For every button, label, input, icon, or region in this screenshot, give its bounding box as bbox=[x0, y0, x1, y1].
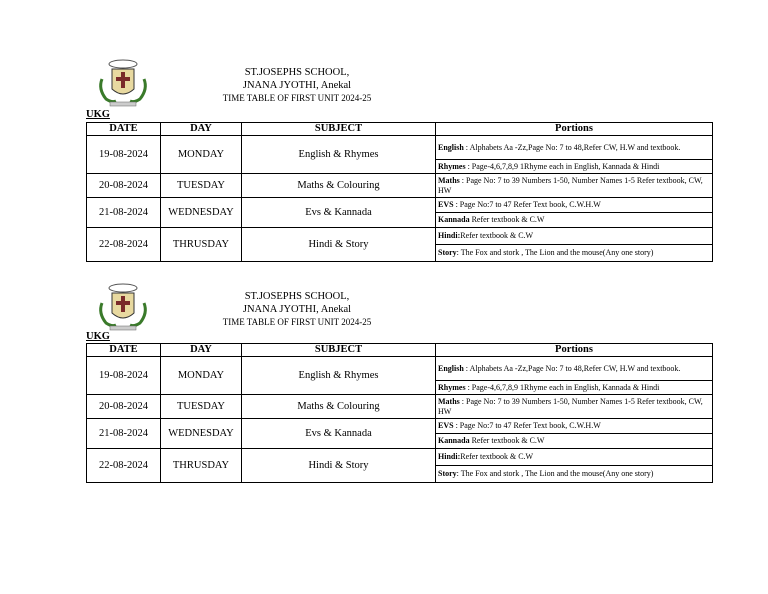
table-header-row bbox=[87, 344, 713, 357]
portion-cell bbox=[436, 434, 713, 449]
school-header bbox=[86, 290, 508, 329]
date-cell: 20-08-2024 bbox=[87, 174, 161, 198]
portion-text: : The Fox and stork , The Lion and the mouse(Any one story) bbox=[456, 469, 654, 479]
day-cell: WEDNESDAY bbox=[161, 198, 242, 228]
table-row bbox=[87, 357, 713, 381]
portion-text: Refer textbook & C.W bbox=[469, 436, 545, 446]
header-portions: Portions bbox=[436, 123, 713, 136]
portion-label: Hindi: bbox=[438, 231, 461, 241]
header-date: DATE bbox=[87, 123, 161, 136]
portion-label: Maths bbox=[438, 176, 460, 185]
table-row bbox=[87, 174, 713, 198]
portion-cell bbox=[436, 245, 713, 262]
portion-cell bbox=[436, 419, 713, 434]
portion-text: : The Fox and stork , The Lion and the mouse(Any one story) bbox=[456, 248, 654, 258]
portion-label: Rhymes bbox=[438, 382, 466, 392]
day-cell: TUESDAY bbox=[161, 395, 242, 419]
portion-cell bbox=[436, 381, 713, 395]
portion-label: Story bbox=[438, 248, 457, 258]
portion-text: Refer textbook & C.W bbox=[460, 231, 534, 241]
portion-text: : Page No: 7 to 39 Numbers 1-50, Number Names 1-5 Refer textbook, CW, HW bbox=[438, 176, 703, 195]
table-row bbox=[87, 136, 713, 160]
school-header bbox=[86, 66, 508, 105]
portion-text: : Page-4,6,7,8,9 1Rhyme each in English, Kannada & Hindi bbox=[465, 382, 660, 392]
portion-cell bbox=[436, 160, 713, 174]
table-row bbox=[87, 198, 713, 213]
table-header-row bbox=[87, 123, 713, 136]
portion-text: : Page No:7 to 47 Refer Text book, C.W.H.W bbox=[453, 421, 601, 431]
date-cell: 22-08-2024 bbox=[87, 228, 161, 262]
header-subject: SUBJECT bbox=[242, 123, 436, 136]
class-label: UKG bbox=[86, 109, 110, 120]
portion-text: : Page No: 7 to 39 Numbers 1-50, Number Names 1-5 Refer textbook, CW, HW bbox=[438, 397, 703, 416]
date-cell: 21-08-2024 bbox=[87, 198, 161, 228]
subject-cell: Evs & Kannada bbox=[242, 198, 436, 228]
day-cell: WEDNESDAY bbox=[161, 419, 242, 449]
subject-cell: Maths & Colouring bbox=[242, 174, 436, 198]
portion-label: English bbox=[438, 363, 464, 373]
header-day: DAY bbox=[161, 123, 242, 136]
subject-cell: Maths & Colouring bbox=[242, 395, 436, 419]
header-subject: SUBJECT bbox=[242, 344, 436, 357]
school-location: JNANA JYOTHI, Anekal bbox=[242, 304, 352, 315]
date-cell: 22-08-2024 bbox=[87, 449, 161, 483]
table-row bbox=[87, 419, 713, 434]
portion-label: Rhymes bbox=[438, 161, 466, 171]
portion-cell bbox=[436, 136, 713, 160]
school-location: JNANA JYOTHI, Anekal bbox=[242, 80, 352, 91]
table-row bbox=[87, 449, 713, 466]
table-row bbox=[87, 395, 713, 419]
portion-cell bbox=[436, 174, 713, 198]
portion-text: Refer textbook & C.W bbox=[460, 452, 534, 462]
portion-label: English bbox=[438, 142, 464, 152]
header-day: DAY bbox=[161, 344, 242, 357]
portion-cell bbox=[436, 357, 713, 381]
date-cell: 19-08-2024 bbox=[87, 136, 161, 174]
header-date: DATE bbox=[87, 344, 161, 357]
table-row bbox=[87, 228, 713, 245]
subject-cell: English & Rhymes bbox=[242, 357, 436, 395]
portion-label: Kannada bbox=[438, 436, 470, 446]
date-cell: 21-08-2024 bbox=[87, 419, 161, 449]
date-cell: 20-08-2024 bbox=[87, 395, 161, 419]
timetable-title: TIME TABLE OF FIRST UNIT 2024-25 bbox=[222, 93, 372, 103]
portion-text: : Alphabets Aa -Zz,Page No: 7 to 48,Refer CW, H.W and textbook. bbox=[463, 363, 681, 373]
subject-cell: Hindi & Story bbox=[242, 449, 436, 483]
header-portions: Portions bbox=[436, 344, 713, 357]
portion-label: EVS bbox=[438, 200, 454, 210]
subject-cell: Hindi & Story bbox=[242, 228, 436, 262]
school-name: ST.JOSEPHS SCHOOL, bbox=[244, 291, 350, 302]
portion-label: EVS bbox=[438, 421, 454, 431]
subject-cell: Evs & Kannada bbox=[242, 419, 436, 449]
day-cell: TUESDAY bbox=[161, 174, 242, 198]
timetable-table bbox=[86, 343, 713, 483]
day-cell: MONDAY bbox=[161, 136, 242, 174]
subject-cell: English & Rhymes bbox=[242, 136, 436, 174]
portion-cell bbox=[436, 395, 713, 419]
school-name: ST.JOSEPHS SCHOOL, bbox=[244, 67, 350, 78]
timetable-title: TIME TABLE OF FIRST UNIT 2024-25 bbox=[222, 317, 372, 327]
portion-text: Refer textbook & C.W bbox=[469, 215, 545, 225]
class-label: UKG bbox=[86, 331, 110, 342]
portion-label: Kannada bbox=[438, 215, 470, 225]
date-cell: 19-08-2024 bbox=[87, 357, 161, 395]
portion-cell bbox=[436, 449, 713, 466]
portion-text: : Page No:7 to 47 Refer Text book, C.W.H.W bbox=[453, 200, 601, 210]
portion-label: Hindi: bbox=[438, 452, 461, 462]
portion-label: Maths bbox=[438, 397, 460, 406]
portion-label: Story bbox=[438, 469, 457, 479]
portion-cell bbox=[436, 213, 713, 228]
day-cell: THRUSDAY bbox=[161, 228, 242, 262]
day-cell: MONDAY bbox=[161, 357, 242, 395]
portion-cell bbox=[436, 228, 713, 245]
portion-cell bbox=[436, 198, 713, 213]
portion-text: : Alphabets Aa -Zz,Page No: 7 to 48,Refer CW, H.W and textbook. bbox=[463, 142, 681, 152]
portion-text: : Page-4,6,7,8,9 1Rhyme each in English, Kannada & Hindi bbox=[465, 161, 660, 171]
timetable-table bbox=[86, 122, 713, 262]
day-cell: THRUSDAY bbox=[161, 449, 242, 483]
portion-cell bbox=[436, 466, 713, 483]
